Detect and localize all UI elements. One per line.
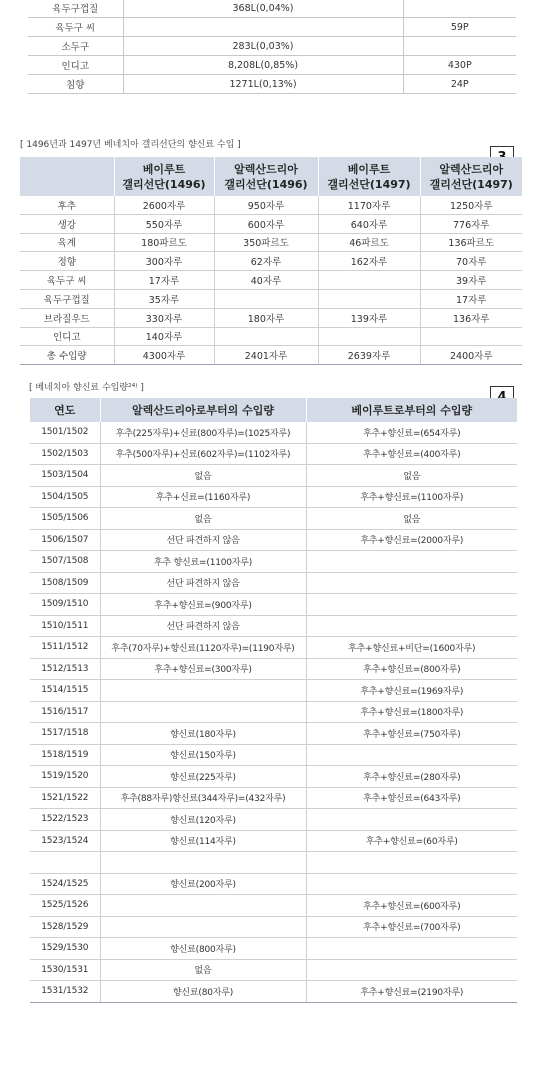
table-cell: 육계	[20, 233, 114, 252]
table-row	[30, 658, 517, 680]
table-cell: 후추+향신료=(800자루)	[306, 658, 517, 680]
table-cell: 후추 향신료=(1100자루)	[100, 551, 306, 573]
table-cell: 후추+향신료=(1800자루)	[306, 701, 517, 723]
table-cell: 후추+향신료=(900자루)	[100, 594, 306, 616]
table-cell	[306, 873, 517, 895]
table-cell: 1523/1524	[30, 830, 100, 852]
table-row	[30, 873, 517, 895]
table-cell: 8,208L(0,85%)	[123, 56, 403, 75]
table-row	[20, 214, 522, 233]
table-cell	[306, 809, 517, 831]
table-row	[30, 938, 517, 960]
column-header: 베이루트 갤리선단(1496)	[114, 157, 214, 196]
table-cell: 인디고	[20, 327, 114, 346]
venice-import-table	[30, 398, 517, 1003]
table2-caption: [ 1496년과 1497년 베네치아 갤리선단의 향신료 수입 ]	[20, 140, 241, 150]
table-row	[30, 916, 517, 938]
table-cell	[100, 895, 306, 917]
column-header: 베이루트 갤리선단(1497)	[318, 157, 420, 196]
table-row	[30, 959, 517, 981]
table-cell	[100, 680, 306, 702]
table-cell: 후추+향신료=(1100자루)	[306, 486, 517, 508]
table-row	[30, 809, 517, 831]
table-row	[28, 75, 516, 94]
table-cell: 선단 파견하지 않음	[100, 572, 306, 594]
table-cell: 776자루	[420, 214, 522, 233]
column-header: 베이루트로부터의 수입량	[306, 398, 517, 422]
column-header: 알렉산드리아로부터의 수입량	[100, 398, 306, 422]
table-cell: 후추+향신료=(700자루)	[306, 916, 517, 938]
table-cell: 후추+향신료=(60자루)	[306, 830, 517, 852]
table-cell: 39자루	[420, 271, 522, 290]
table-cell: 1524/1525	[30, 873, 100, 895]
column-header: 연도	[30, 398, 100, 422]
table-row	[20, 289, 522, 308]
table-row	[30, 486, 517, 508]
table-cell: 정향	[20, 252, 114, 271]
table-cell: 1518/1519	[30, 744, 100, 766]
table-cell: 후추+향신료=(280자루)	[306, 766, 517, 788]
table-cell: 1525/1526	[30, 895, 100, 917]
table-row	[30, 787, 517, 809]
table-cell: 후추(88자루)향신료(344자루)=(432자루)	[100, 787, 306, 809]
table-cell: 1505/1506	[30, 508, 100, 530]
table-cell: 후추+향신료=(400자루)	[306, 443, 517, 465]
table-cell: 1271L(0,13%)	[123, 75, 403, 94]
galley-import-table	[20, 157, 522, 365]
table-cell: 600자루	[214, 214, 318, 233]
table-cell	[306, 852, 517, 874]
table-cell: 후추(225자루)+신료(800자루)=(1025자루)	[100, 422, 306, 443]
table-row	[20, 196, 522, 214]
table-cell: 후추+향신료=(654자루)	[306, 422, 517, 443]
table-cell: 1512/1513	[30, 658, 100, 680]
table-row	[30, 852, 517, 874]
table-cell: 162자루	[318, 252, 420, 271]
table-cell: 283L(0,03%)	[123, 37, 403, 56]
table-cell	[306, 594, 517, 616]
table-cell: 향신료(150자루)	[100, 744, 306, 766]
table-cell: 없음	[306, 465, 517, 487]
table-row	[30, 508, 517, 530]
table-cell	[318, 289, 420, 308]
table-cell: 향신료(225자루)	[100, 766, 306, 788]
table-cell: 136자루	[420, 308, 522, 327]
table-row	[30, 830, 517, 852]
table-cell: 향신료(200자루)	[100, 873, 306, 895]
table-cell: 후추	[20, 196, 114, 214]
table-row	[28, 18, 516, 37]
column-header: 알렉산드리아 갤리선단(1496)	[214, 157, 318, 196]
table-row	[30, 529, 517, 551]
table-cell	[403, 37, 516, 56]
table-cell: 브라질우드	[20, 308, 114, 327]
table-cell: 1170자루	[318, 196, 420, 214]
table-cell: 950자루	[214, 196, 318, 214]
table-row	[30, 895, 517, 917]
table3-caption: [ 베네치아 향신료 수입량²⁴⁾ ]	[29, 383, 144, 393]
table-cell: 2401자루	[214, 346, 318, 365]
table-cell: 1507/1508	[30, 551, 100, 573]
table-cell: 1514/1515	[30, 680, 100, 702]
table-cell: 550자루	[114, 214, 214, 233]
table-cell: 인디고	[28, 56, 123, 75]
table-cell: 후추+향신료=(750자루)	[306, 723, 517, 745]
table-row	[30, 594, 517, 616]
table-cell: 생강	[20, 214, 114, 233]
table-row	[28, 0, 516, 18]
table-cell: 후추+향신료=(600자루)	[306, 895, 517, 917]
table-cell: 1510/1511	[30, 615, 100, 637]
table-cell: 1508/1509	[30, 572, 100, 594]
table-cell: 4300자루	[114, 346, 214, 365]
table-cell	[306, 959, 517, 981]
table-cell: 1521/1522	[30, 787, 100, 809]
table-cell: 17자루	[420, 289, 522, 308]
table-row	[30, 680, 517, 702]
table-cell: 1517/1518	[30, 723, 100, 745]
table-cell: 향신료(114자루)	[100, 830, 306, 852]
table-cell: 후추(500자루)+신료(602자루)=(1102자루)	[100, 443, 306, 465]
table-cell: 17자루	[114, 271, 214, 290]
table-row	[30, 422, 517, 443]
table-cell: 1530/1531	[30, 959, 100, 981]
table-cell: 2600자루	[114, 196, 214, 214]
table-cell: 300자루	[114, 252, 214, 271]
table-cell: 140자루	[114, 327, 214, 346]
table-cell	[30, 852, 100, 874]
table-row	[30, 615, 517, 637]
table-cell	[214, 289, 318, 308]
table-cell	[306, 551, 517, 573]
table-cell	[318, 327, 420, 346]
table-cell: 1511/1512	[30, 637, 100, 659]
table-cell: 후추+향신료=(300자루)	[100, 658, 306, 680]
table-cell: 향신료(120자루)	[100, 809, 306, 831]
table-cell: 육두구껍질	[20, 289, 114, 308]
table-cell: 40자루	[214, 271, 318, 290]
table-row	[28, 56, 516, 75]
table-cell: 2639자루	[318, 346, 420, 365]
table-cell: 350파르도	[214, 233, 318, 252]
table-row	[20, 308, 522, 327]
table-cell	[318, 271, 420, 290]
table-cell: 430P	[403, 56, 516, 75]
table-cell: 후추+향신료=(2190자루)	[306, 981, 517, 1003]
table-cell: 62자루	[214, 252, 318, 271]
table-cell: 없음	[100, 508, 306, 530]
table-row	[30, 701, 517, 723]
table-cell: 향신료(180자루)	[100, 723, 306, 745]
column-header: 알렉산드리아 갤리선단(1497)	[420, 157, 522, 196]
table-cell: 330자루	[114, 308, 214, 327]
table-cell: 선단 파견하지 않음	[100, 529, 306, 551]
table-cell: 24P	[403, 75, 516, 94]
table-cell: 2400자루	[420, 346, 522, 365]
table-row	[20, 346, 522, 365]
table-cell: 후추(70자루)+향신료(1120자루)=(1190자루)	[100, 637, 306, 659]
table-cell: 1506/1507	[30, 529, 100, 551]
table-row	[20, 327, 522, 346]
table-cell	[420, 327, 522, 346]
table-row	[20, 271, 522, 290]
column-header	[20, 157, 114, 196]
table-cell	[306, 615, 517, 637]
table-cell: 1504/1505	[30, 486, 100, 508]
table-cell: 없음	[100, 959, 306, 981]
table-cell	[306, 938, 517, 960]
table-cell: 선단 파견하지 않음	[100, 615, 306, 637]
table-cell: 139자루	[318, 308, 420, 327]
table-cell: 육두구껍질	[28, 0, 123, 18]
table-cell	[214, 327, 318, 346]
table-cell	[306, 572, 517, 594]
table-row	[28, 37, 516, 56]
table-cell: 향신료(800자루)	[100, 938, 306, 960]
table-cell: 침향	[28, 75, 123, 94]
table-row	[20, 252, 522, 271]
table-cell: 640자루	[318, 214, 420, 233]
table-row	[30, 572, 517, 594]
table-cell: 1522/1523	[30, 809, 100, 831]
table-row	[20, 233, 522, 252]
table-row	[30, 981, 517, 1003]
table-row	[30, 465, 517, 487]
table-cell: 후추+향신료=(643자루)	[306, 787, 517, 809]
table-cell	[100, 701, 306, 723]
table-row	[30, 766, 517, 788]
table-row	[30, 637, 517, 659]
table-cell: 180파르도	[114, 233, 214, 252]
table-cell: 46파르도	[318, 233, 420, 252]
table-cell: 총 수입량	[20, 346, 114, 365]
table-cell: 후추+향신료=(1969자루)	[306, 680, 517, 702]
table-cell	[123, 18, 403, 37]
table-cell: 후추+향신료=(2000자루)	[306, 529, 517, 551]
table-cell: 1531/1532	[30, 981, 100, 1003]
table-cell: 136파르도	[420, 233, 522, 252]
table-cell: 없음	[100, 465, 306, 487]
table-cell	[100, 916, 306, 938]
table-cell: 1502/1503	[30, 443, 100, 465]
table-cell: 향신료(80자루)	[100, 981, 306, 1003]
table-cell: 1516/1517	[30, 701, 100, 723]
table-cell: 59P	[403, 18, 516, 37]
table-cell: 없음	[306, 508, 517, 530]
table-cell: 35자루	[114, 289, 214, 308]
table-cell	[306, 744, 517, 766]
table-row	[30, 744, 517, 766]
table-cell: 1501/1502	[30, 422, 100, 443]
table-row	[30, 551, 517, 573]
table-cell: 1529/1530	[30, 938, 100, 960]
table-cell: 70자루	[420, 252, 522, 271]
table-cell	[100, 852, 306, 874]
table-cell: 180자루	[214, 308, 318, 327]
table-row	[30, 723, 517, 745]
table-cell: 후추+신료=(1160자루)	[100, 486, 306, 508]
table-cell: 후추+향신료+비단=(1600자루)	[306, 637, 517, 659]
table-cell: 1528/1529	[30, 916, 100, 938]
table-row	[30, 443, 517, 465]
table-cell: 육두구 씨	[20, 271, 114, 290]
table-cell: 1519/1520	[30, 766, 100, 788]
top-partial-table	[28, 0, 516, 94]
table-cell: 1250자루	[420, 196, 522, 214]
table-cell: 1509/1510	[30, 594, 100, 616]
table-cell	[403, 0, 516, 18]
table-cell: 368L(0,04%)	[123, 0, 403, 18]
table-cell: 육두구 씨	[28, 18, 123, 37]
table-cell: 소두구	[28, 37, 123, 56]
table-cell: 1503/1504	[30, 465, 100, 487]
